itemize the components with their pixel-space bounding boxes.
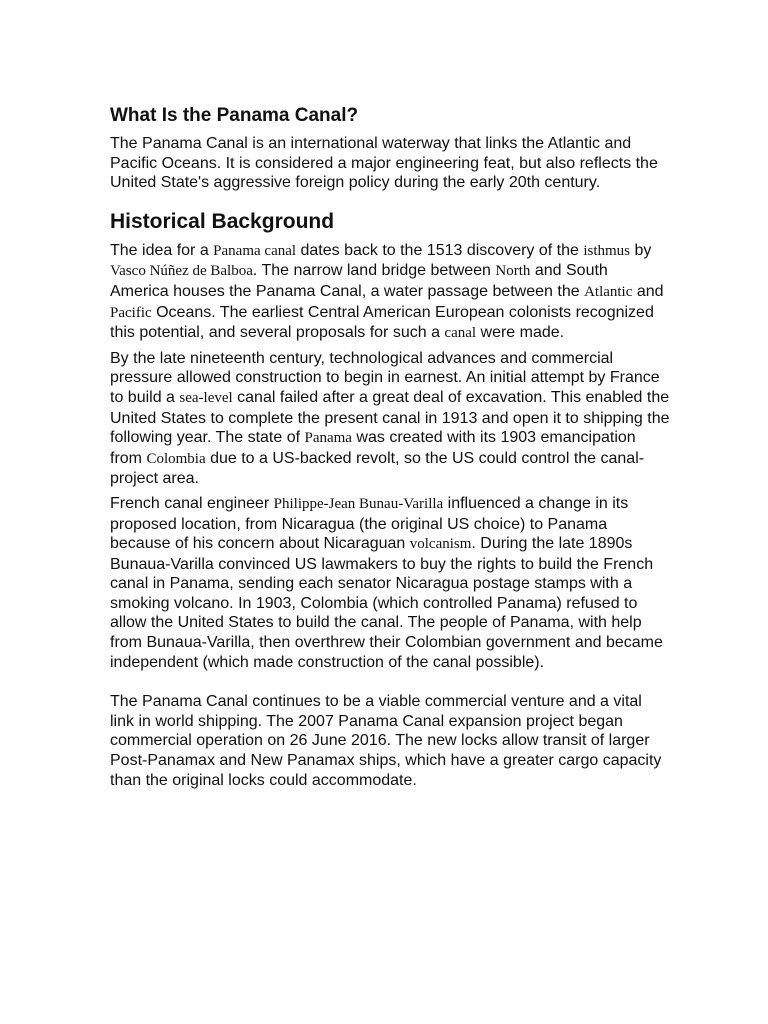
inline-link[interactable]: Philippe-Jean Bunau-Varilla bbox=[273, 495, 444, 512]
heading-historical-background: Historical Background bbox=[110, 209, 335, 233]
intro-paragraph: The Panama Canal is an international waterway that links the Atlantic and Pacific Oceans. It is considered a major engineering feat, but also reflects the United State's aggressive foreign policy during the early 20th century. bbox=[110, 135, 658, 192]
inline-link[interactable]: canal bbox=[444, 325, 477, 342]
paragraph-text: . The narrow land bridge between bbox=[252, 262, 496, 280]
paragraph-text: French canal engineer bbox=[110, 494, 274, 512]
history-paragraphs bbox=[110, 241, 670, 672]
paragraph-text: due to a US-backed revolt, so the US could control the canal-project area. bbox=[110, 449, 645, 488]
paragraph-text: Oceans. The earliest Central American European colonists recognized this potential, and several proposals for such a bbox=[110, 303, 654, 342]
inline-link[interactable]: Panama canal bbox=[213, 242, 297, 259]
paragraph-text: were made. bbox=[476, 324, 565, 342]
inline-link[interactable]: volcanism bbox=[409, 536, 472, 553]
paragraph-text: influenced a change in its proposed location, from Nicaragua (the original US choice) to Panama because of his concern about Nicaraguan bbox=[110, 494, 629, 553]
inline-link[interactable]: Panama bbox=[304, 430, 352, 447]
paragraph-text: and bbox=[632, 282, 664, 300]
paragraph-text: was created with its 1903 emancipation from bbox=[110, 429, 636, 467]
inline-link[interactable]: Vasco Núñez de Balboa bbox=[110, 263, 253, 280]
paragraph-text: and South America houses the Panama Canal, a water passage between the bbox=[110, 262, 608, 300]
inline-link[interactable]: Colombia bbox=[146, 450, 206, 467]
paragraph-text: . During the late 1890s Bunaua-Varilla convinced US lawmakers to buy the rights to build the French canal in Panama, sending each senator Nicaragua postage stamps with a smoking volcano. In 1903, Colombia (which controlled Panama) refused to allow the United States to build the canal. The people of Panama, with help from Bunaua-Varilla, then overthrew their Colombian government and became independent (which made construction of the canal possible). bbox=[110, 535, 663, 671]
paragraph-text: The idea for a bbox=[110, 241, 214, 259]
heading-what-is-panama-canal: What Is the Panama Canal? bbox=[110, 105, 359, 126]
history-paragraph-2 bbox=[110, 349, 670, 489]
inline-link[interactable]: sea-level bbox=[179, 389, 233, 406]
paragraph-text: by bbox=[630, 241, 652, 259]
document-page bbox=[110, 104, 670, 795]
inline-link[interactable]: Atlantic bbox=[584, 283, 633, 300]
inline-link[interactable]: Pacific bbox=[110, 304, 152, 321]
paragraph-text: dates back to the 1513 discovery of the bbox=[296, 241, 584, 259]
closing-paragraph: The Panama Canal continues to be a viable commercial venture and a vital link in world shipping. The 2007 Panama Canal expansion project began commercial operation on 26 June 2016. The new locks allow transit of larger Post-Panamax and New Panamax ships, which have a greater cargo capacity than the original locks could accommodate. bbox=[110, 693, 662, 789]
inline-link[interactable]: isthmus bbox=[583, 242, 631, 259]
paragraph-text: By the late nineteenth century, technological advances and commercial pressure allowed construction to begin in earnest. An initial attempt by France to build a bbox=[110, 349, 660, 406]
history-paragraph-3 bbox=[110, 494, 670, 672]
paragraph-text: canal failed after a great deal of excavation. This enabled the United States to complete the present canal in 1913 and open it to shipping the following year. The state of bbox=[110, 388, 670, 447]
inline-link[interactable]: North bbox=[495, 263, 531, 280]
history-paragraph-1 bbox=[110, 241, 670, 344]
